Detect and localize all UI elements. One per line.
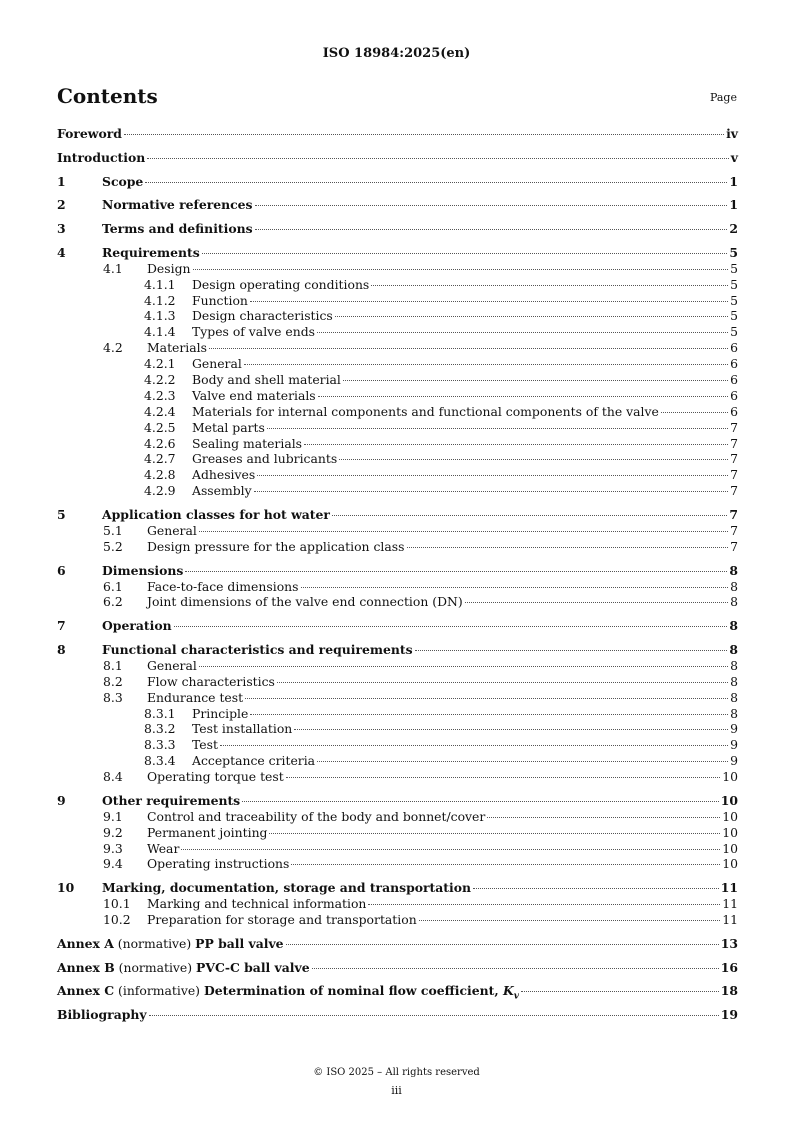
toc-entry-number: 10.1 (103, 896, 131, 912)
page-number: iii (391, 1084, 402, 1097)
toc-entry-page: 19 (720, 1007, 738, 1023)
toc-entry-page: 6 (730, 356, 738, 372)
toc-entry-number: 8.3.1 (144, 705, 176, 721)
toc-entry[interactable] (57, 467, 738, 483)
toc-entry[interactable] (57, 221, 738, 237)
toc-entry-number: 4.1.1 (144, 276, 176, 292)
toc-entry-number: 8.2 (103, 673, 123, 689)
toc-entry-number: 4.2 (103, 340, 123, 356)
annex-title: Determination of nominal flow coefficient, (203, 983, 503, 999)
toc-entry-page: 8 (730, 689, 738, 705)
toc-entry[interactable] (57, 1007, 738, 1023)
toc-entry-page: 9 (730, 721, 738, 737)
toc-entry-title: Body and shell material (192, 372, 341, 388)
toc-entry[interactable] (57, 936, 738, 952)
dot-leader (254, 491, 728, 492)
dot-leader (465, 602, 728, 603)
toc-entry[interactable] (57, 769, 738, 785)
toc-entry-page: 8 (730, 578, 738, 594)
toc-entry-number: 4.1 (103, 260, 123, 276)
toc-entry-title: Design characteristics (192, 308, 333, 324)
toc-entry-page: 7 (730, 451, 738, 467)
toc-entry[interactable] (57, 436, 738, 452)
toc-entry-page: 1 (729, 173, 738, 189)
dot-leader (317, 332, 728, 333)
toc-entry-page: 5 (730, 308, 738, 324)
toc-entry-number: 5.1 (103, 522, 123, 538)
toc-entry-number: 2 (57, 197, 66, 213)
toc-entry-number: 4.2.4 (144, 403, 176, 419)
dot-leader (174, 626, 728, 627)
toc-entry[interactable] (57, 706, 738, 722)
toc-entry[interactable] (57, 658, 738, 674)
dot-leader (291, 864, 720, 865)
toc-entry-number: 9.2 (103, 824, 123, 840)
toc-entry-page: 6 (730, 372, 738, 388)
annex-prefix: Annex C (57, 983, 115, 999)
toc-entry[interactable] (57, 245, 738, 261)
dot-leader (277, 682, 728, 683)
toc-entry-title: Flow characteristics (147, 673, 275, 689)
toc-entry-page: 1 (729, 197, 738, 213)
toc-entry-number: 9 (57, 792, 66, 808)
toc-entry-page: 13 (720, 935, 738, 951)
toc-entry-page: 9 (730, 753, 738, 769)
dot-leader (209, 348, 728, 349)
toc-entry[interactable] (57, 856, 738, 872)
dot-leader (255, 205, 728, 206)
toc-entry-title: Design pressure for the application class (147, 538, 405, 554)
dot-leader (368, 904, 720, 905)
annex-prefix: Annex B (57, 959, 115, 975)
toc-entry[interactable] (57, 261, 738, 277)
toc-entry-page: 8 (729, 562, 738, 578)
toc-entry-number: 5 (57, 507, 66, 523)
toc-entry-title: Sealing materials (192, 435, 303, 451)
toc-entry-title: Wear (147, 840, 180, 856)
toc-entry[interactable] (57, 539, 738, 555)
toc-entry-page: 10 (722, 856, 738, 872)
toc-entry-number: 8.3.2 (144, 721, 176, 737)
annex-prefix: Annex A (57, 935, 114, 951)
toc-entry-title: Marking and technical information (147, 896, 367, 912)
toc-entry[interactable] (57, 793, 738, 809)
toc-entry-title: Design (147, 260, 191, 276)
dot-leader (318, 396, 728, 397)
toc-entry-title: Application classes for hot water (102, 507, 330, 523)
toc-entry-number: 4.2.3 (144, 387, 176, 403)
toc-entry[interactable] (57, 372, 738, 388)
toc-entry-title: General (147, 522, 197, 538)
dot-leader (269, 833, 720, 834)
dot-leader (242, 801, 719, 802)
toc-entry[interactable] (57, 594, 738, 610)
toc-entry-page: 8 (730, 594, 738, 610)
toc-entry-title: General (192, 356, 242, 372)
toc-entry-page: 16 (720, 959, 738, 975)
toc-entry-title (57, 936, 284, 952)
dot-leader (487, 817, 720, 818)
toc-entry-page: 7 (730, 522, 738, 538)
dot-leader (312, 968, 719, 969)
toc-entry-title: Design operating conditions (192, 276, 370, 292)
toc-entry-title: Materials for internal components and functional components of the valve (192, 403, 659, 419)
toc-entry-title: Preparation for storage and transportation (147, 911, 417, 927)
dot-leader (415, 650, 728, 651)
contents-title: Contents (57, 84, 158, 108)
toc-entry-title: Control and traceability of the body and bonnet/cover (147, 808, 486, 824)
toc-entry-title: Valve end materials (192, 387, 316, 403)
toc-entry-title (57, 983, 519, 1005)
copyright-notice: © ISO 2025 – All rights reserved (313, 1067, 480, 1078)
toc-entry-title: Dimensions (102, 562, 184, 578)
dot-leader (124, 134, 724, 135)
dot-leader (245, 698, 728, 699)
toc-entry[interactable] (57, 150, 738, 166)
dot-leader (419, 920, 721, 921)
annex-type: (informative) (114, 983, 204, 999)
dot-leader (332, 515, 727, 516)
dot-leader (244, 364, 728, 365)
toc-entry-page: 6 (730, 387, 738, 403)
toc-entry-page: 5 (730, 276, 738, 292)
toc-entry-number: 8.3.4 (144, 753, 176, 769)
toc-entry-title: Metal parts (192, 419, 265, 435)
toc-entry[interactable] (57, 896, 738, 912)
toc-entry[interactable] (57, 340, 738, 356)
dot-leader (199, 531, 728, 532)
toc-entry[interactable] (57, 642, 738, 658)
toc-entry[interactable] (57, 293, 738, 309)
annex-type: (normative) (114, 959, 197, 975)
dot-leader (343, 380, 728, 381)
toc-entry[interactable] (57, 451, 738, 467)
toc-entry-page: 8 (729, 641, 738, 657)
toc-entry[interactable] (57, 579, 738, 595)
toc-entry-title: Types of valve ends (192, 324, 316, 340)
toc-entry-title: Other requirements (102, 792, 241, 808)
dot-leader (220, 745, 728, 746)
toc-entry-page: 7 (730, 419, 738, 435)
toc-entry-page: 7 (730, 483, 738, 499)
toc-entry-number: 3 (57, 221, 66, 237)
toc-entry-number: 6.1 (103, 578, 123, 594)
toc-entry-title (57, 960, 310, 976)
toc-entry-number: 5.2 (103, 538, 123, 554)
toc-entry-page: 8 (729, 618, 738, 634)
toc-entry[interactable] (57, 483, 738, 499)
dot-leader (339, 459, 728, 460)
toc-entry[interactable] (57, 825, 738, 841)
toc-entry-number: 4.2.6 (144, 435, 176, 451)
toc-entry-page: 5 (729, 244, 738, 260)
dot-leader (257, 475, 728, 476)
toc-entry[interactable] (57, 126, 738, 142)
dot-leader (145, 182, 727, 183)
toc-entry-number: 8.4 (103, 769, 123, 785)
dot-leader (199, 666, 728, 667)
toc-entry-number: 9.3 (103, 840, 123, 856)
toc-entry-title: Bibliography (57, 1007, 147, 1023)
toc-entry-number: 4.2.2 (144, 372, 176, 388)
toc-entry-title: Permanent jointing (147, 824, 268, 840)
toc-entry-number: 9.1 (103, 808, 123, 824)
dot-leader (147, 158, 729, 159)
toc-entry-title: Marking, documentation, storage and transportation (102, 880, 472, 896)
toc-entry-number: 8.3.3 (144, 737, 176, 753)
toc-entry-number: 8.1 (103, 657, 123, 673)
dot-leader (304, 444, 728, 445)
toc-entry[interactable] (57, 356, 738, 372)
toc-entry-page: 7 (730, 538, 738, 554)
toc-entry-page: 10 (722, 769, 738, 785)
toc-entry-title: Assembly (192, 483, 252, 499)
toc-entry-title: Operating instructions (147, 856, 290, 872)
toc-entry[interactable] (57, 404, 738, 420)
toc-entry-title: Requirements (102, 244, 200, 260)
dot-leader (193, 269, 729, 270)
toc-entry-page: 5 (730, 324, 738, 340)
dot-leader (473, 888, 719, 889)
toc-entry-title: Operation (102, 618, 172, 634)
dot-leader (286, 944, 719, 945)
toc-entry[interactable] (57, 388, 738, 404)
dot-leader (250, 714, 728, 715)
toc-entry-title: Face-to-face dimensions (147, 578, 299, 594)
toc-entry-number: 4 (57, 244, 66, 260)
toc-entry-page: 8 (730, 657, 738, 673)
toc-entry[interactable] (57, 674, 738, 690)
toc-entry-number: 4.1.2 (144, 292, 176, 308)
toc-entry-page: 6 (730, 403, 738, 419)
toc-entry[interactable] (57, 753, 738, 769)
toc-entry-number: 4.1.3 (144, 308, 176, 324)
toc-entry[interactable] (57, 277, 738, 293)
dot-leader (521, 991, 719, 992)
toc-entry-title: Function (192, 292, 248, 308)
dot-leader (301, 587, 729, 588)
dot-leader (250, 301, 728, 302)
document-id-header: ISO 18984:2025(en) (322, 46, 471, 61)
toc-entry-title: Test (192, 737, 218, 753)
toc-entry-page: 2 (729, 221, 738, 237)
toc-entry-page: 18 (720, 983, 738, 999)
dot-leader (407, 547, 729, 548)
toc-entry-page: iv (726, 126, 738, 141)
table-of-contents (57, 126, 738, 1023)
toc-entry-number: 4.2.5 (144, 419, 176, 435)
toc-entry-number: 10.2 (103, 911, 131, 927)
toc-entry-title: General (147, 657, 197, 673)
toc-entry-title: Terms and definitions (102, 221, 253, 237)
toc-entry-title: Test installation (192, 721, 293, 737)
toc-entry-number: 4.1.4 (144, 324, 176, 340)
dot-leader (185, 571, 727, 572)
toc-entry-page: 11 (722, 896, 738, 912)
dot-leader (202, 253, 728, 254)
toc-entry-title: Materials (147, 340, 207, 356)
annex-title: PVC-C ball valve (196, 959, 310, 975)
toc-entry[interactable] (57, 737, 738, 753)
toc-entry[interactable] (57, 983, 738, 1002)
toc-entry-page: 8 (730, 673, 738, 689)
toc-entry[interactable] (57, 324, 738, 340)
toc-entry-number: 8.3 (103, 689, 123, 705)
toc-entry-number: 4.2.1 (144, 356, 176, 372)
toc-entry-page: 9 (730, 737, 738, 753)
toc-entry-page: 11 (720, 880, 738, 896)
toc-entry[interactable] (57, 809, 738, 825)
dot-leader (255, 229, 728, 230)
dot-leader (181, 849, 720, 850)
toc-entry-title: Normative references (102, 197, 253, 213)
toc-entry-title: Endurance test (147, 689, 244, 705)
dot-leader (371, 285, 728, 286)
toc-entry-title: Introduction (57, 149, 146, 165)
toc-entry-title: Principle (192, 705, 249, 721)
toc-entry-title: Functional characteristics and requirements (102, 641, 413, 657)
toc-entry-page: 7 (730, 467, 738, 483)
dot-leader (335, 316, 728, 317)
toc-entry[interactable] (57, 197, 738, 213)
toc-entry-number: 6 (57, 562, 66, 578)
toc-entry-title: Adhesives (192, 467, 256, 483)
toc-entry-page: 8 (730, 705, 738, 721)
toc-entry[interactable] (57, 420, 738, 436)
dot-leader (317, 761, 728, 762)
toc-entry-title: Joint dimensions of the valve end connection (DN) (147, 594, 463, 610)
toc-entry[interactable] (57, 507, 738, 523)
annex-symbol: $K_v$ (502, 983, 519, 1002)
toc-entry-title: Operating torque test (147, 769, 284, 785)
toc-entry[interactable] (57, 308, 738, 324)
toc-entry[interactable] (57, 523, 738, 539)
toc-entry-page: 10 (720, 792, 738, 808)
toc-entry-number: 4.2.7 (144, 451, 176, 467)
toc-entry-number: 4.2.8 (144, 467, 176, 483)
annex-type: (normative) (113, 935, 196, 951)
dot-leader (661, 412, 728, 413)
toc-entry-number: 1 (57, 173, 66, 189)
annex-title: PP ball valve (195, 935, 284, 951)
toc-entry[interactable] (57, 960, 738, 976)
toc-entry-number: 10 (57, 880, 75, 896)
toc-entry-page: 6 (730, 340, 738, 356)
toc-entry-page: v (730, 149, 738, 165)
toc-entry-page: 11 (722, 911, 738, 927)
toc-entry-title: Acceptance criteria (192, 753, 316, 769)
toc-entry-page: 7 (730, 435, 738, 451)
dot-leader (286, 777, 720, 778)
toc-entry[interactable] (57, 563, 738, 579)
page-column-label: Page (709, 91, 737, 104)
dot-leader (149, 1015, 719, 1016)
toc-entry[interactable] (57, 912, 738, 928)
toc-entry[interactable] (57, 841, 738, 857)
toc-entry-page: 10 (722, 808, 738, 824)
toc-entry[interactable] (57, 880, 738, 896)
toc-entry-title: Foreword (57, 126, 122, 141)
toc-entry[interactable] (57, 174, 738, 190)
toc-entry-number: 8 (57, 641, 66, 657)
toc-entry[interactable] (57, 618, 738, 634)
toc-entry-number: 6.2 (103, 594, 123, 610)
toc-entry[interactable] (57, 690, 738, 706)
toc-entry-page: 10 (722, 824, 738, 840)
toc-entry-number: 4.2.9 (144, 483, 176, 499)
dot-leader (294, 729, 728, 730)
toc-entry[interactable] (57, 721, 738, 737)
toc-entry-page: 7 (729, 507, 738, 523)
dot-leader (267, 428, 728, 429)
toc-entry-page: 5 (730, 260, 738, 276)
toc-entry-page: 10 (722, 840, 738, 856)
toc-entry-title: Greases and lubricants (192, 451, 338, 467)
toc-entry-number: 9.4 (103, 856, 123, 872)
toc-entry-page: 5 (730, 292, 738, 308)
toc-entry-title: Scope (102, 173, 144, 189)
toc-entry-number: 7 (57, 618, 66, 634)
